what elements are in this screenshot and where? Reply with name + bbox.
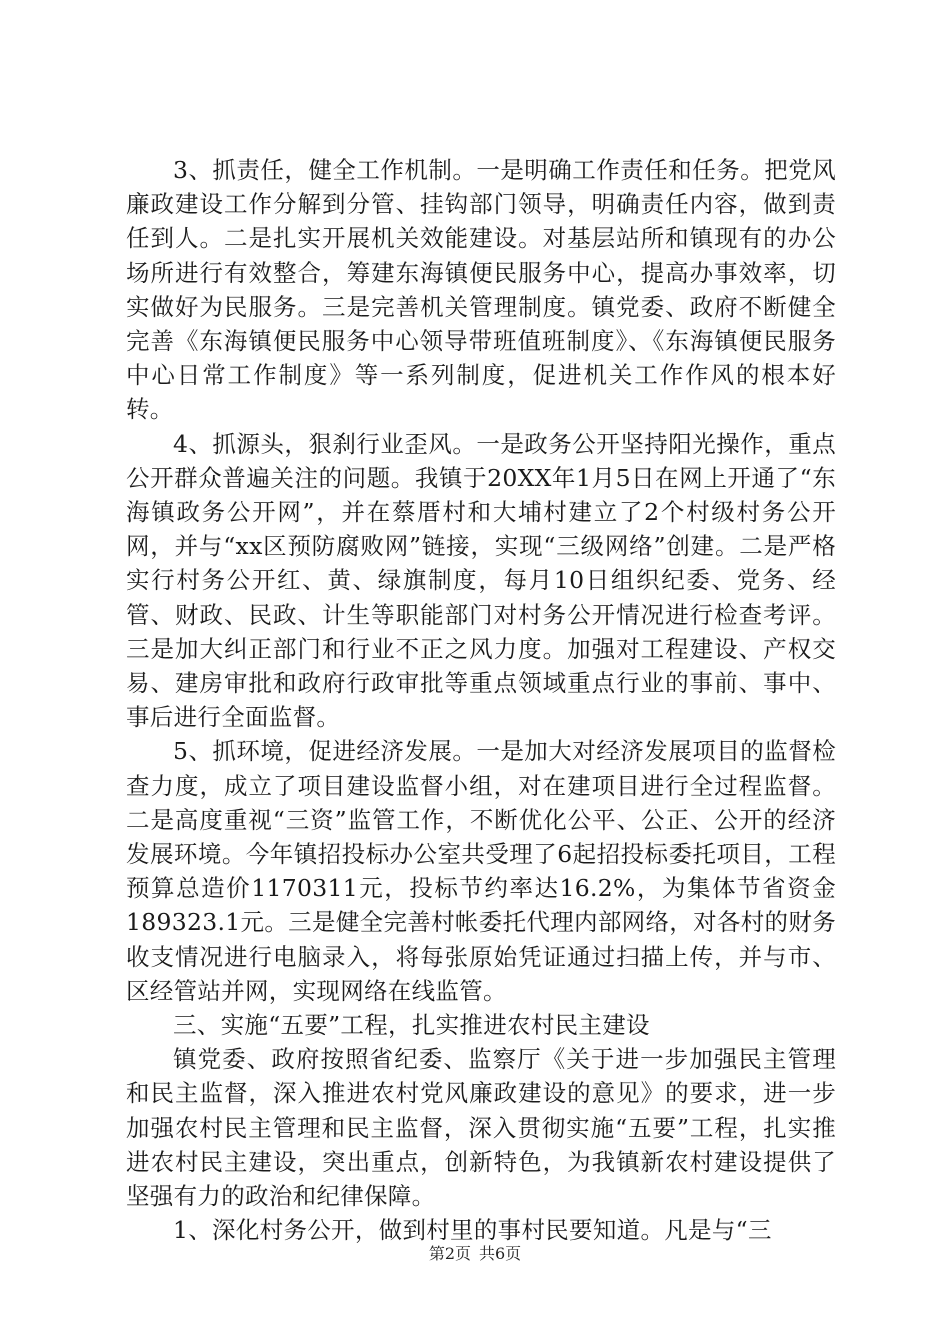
paragraph-source: 4、抓源头，狠刹行业歪风。一是政务公开坚持阳光操作，重点公开群众普遍关注的问题。我镇于20XX年1月5日在网上开通了“东海镇政务公开网”，并在蔡厝村和大埔村建立了2个村级村务公开网，并与“xx区预防腐败网”链接，实现“三级网络”创建。二是严格实行村务公开红、黄、绿旗制度，每月10日组织纪委、党务、经管、财政、民政、计生等职能部门对村务公开情况进行检查考评。三是加大纠正部门和行业不正之风力度。加强对工程建设、产权交易、建房审批和政府行政审批等重点领域重点行业的事前、事中、事后进行全面监督。 (126, 429, 836, 732)
document-body (126, 153, 836, 1248)
paragraph-environment: 5、抓环境，促进经济发展。一是加大对经济发展项目的监督检查力度，成立了项目建设监督小组，对在建项目进行全过程监督。二是高度重视“三资”监管工作，不断优化公平、公正、公开的经济发展环境。今年镇招投标办公室共受理了6起招投标委托项目，工程预算总造价1170311元，投标节约率达16.2%，为集体节省资金189323.1元。三是健全完善村帐委托代理内部网络，对各村的财务收支情况进行电脑录入，将每张原始凭证通过扫描上传，并与市、区经管站并网，实现网络在线监管。 (126, 737, 836, 1005)
page-total: 共6页 (479, 1244, 522, 1263)
paragraph-responsibility: 3、抓责任，健全工作机制。一是明确工作责任和任务。把党风廉政建设工作分解到分管、挂钩部门领导，明确责任内容，做到责任到人。二是扎实开展机关效能建设。对基层站所和镇现有的办公场所进行有效整合，筹建东海镇便民服务中心，提高办事效率，切实做好为民服务。三是完善机关管理制度。镇党委、政府不断健全完善《东海镇便民服务中心领导带班值班制度》、《东海镇便民服务中心日常工作制度》等一系列制度，促进机关工作作风的根本好转。 (126, 156, 836, 424)
page-number: 第2页 (428, 1244, 471, 1263)
paragraph-section-intro: 镇党委、政府按照省纪委、监察厅《关于进一步加强民主管理和民主监督，深入推进农村党风廉政建设的意见》的要求，进一步加强农村民主管理和民主监督，深入贯彻实施“五要”工程，扎实推进农村民主建设，突出重点，创新特色，为我镇新农村建设提供了坚强有力的政治和纪律保障。 (126, 1045, 836, 1211)
page-footer (0, 1243, 950, 1265)
section-heading: 三、实施“五要”工程，扎实推进农村民主建设 (173, 1011, 650, 1040)
paragraph-village-affairs: 1、深化村务公开，做到村里的事村民要知道。凡是与“三 (173, 1216, 772, 1245)
